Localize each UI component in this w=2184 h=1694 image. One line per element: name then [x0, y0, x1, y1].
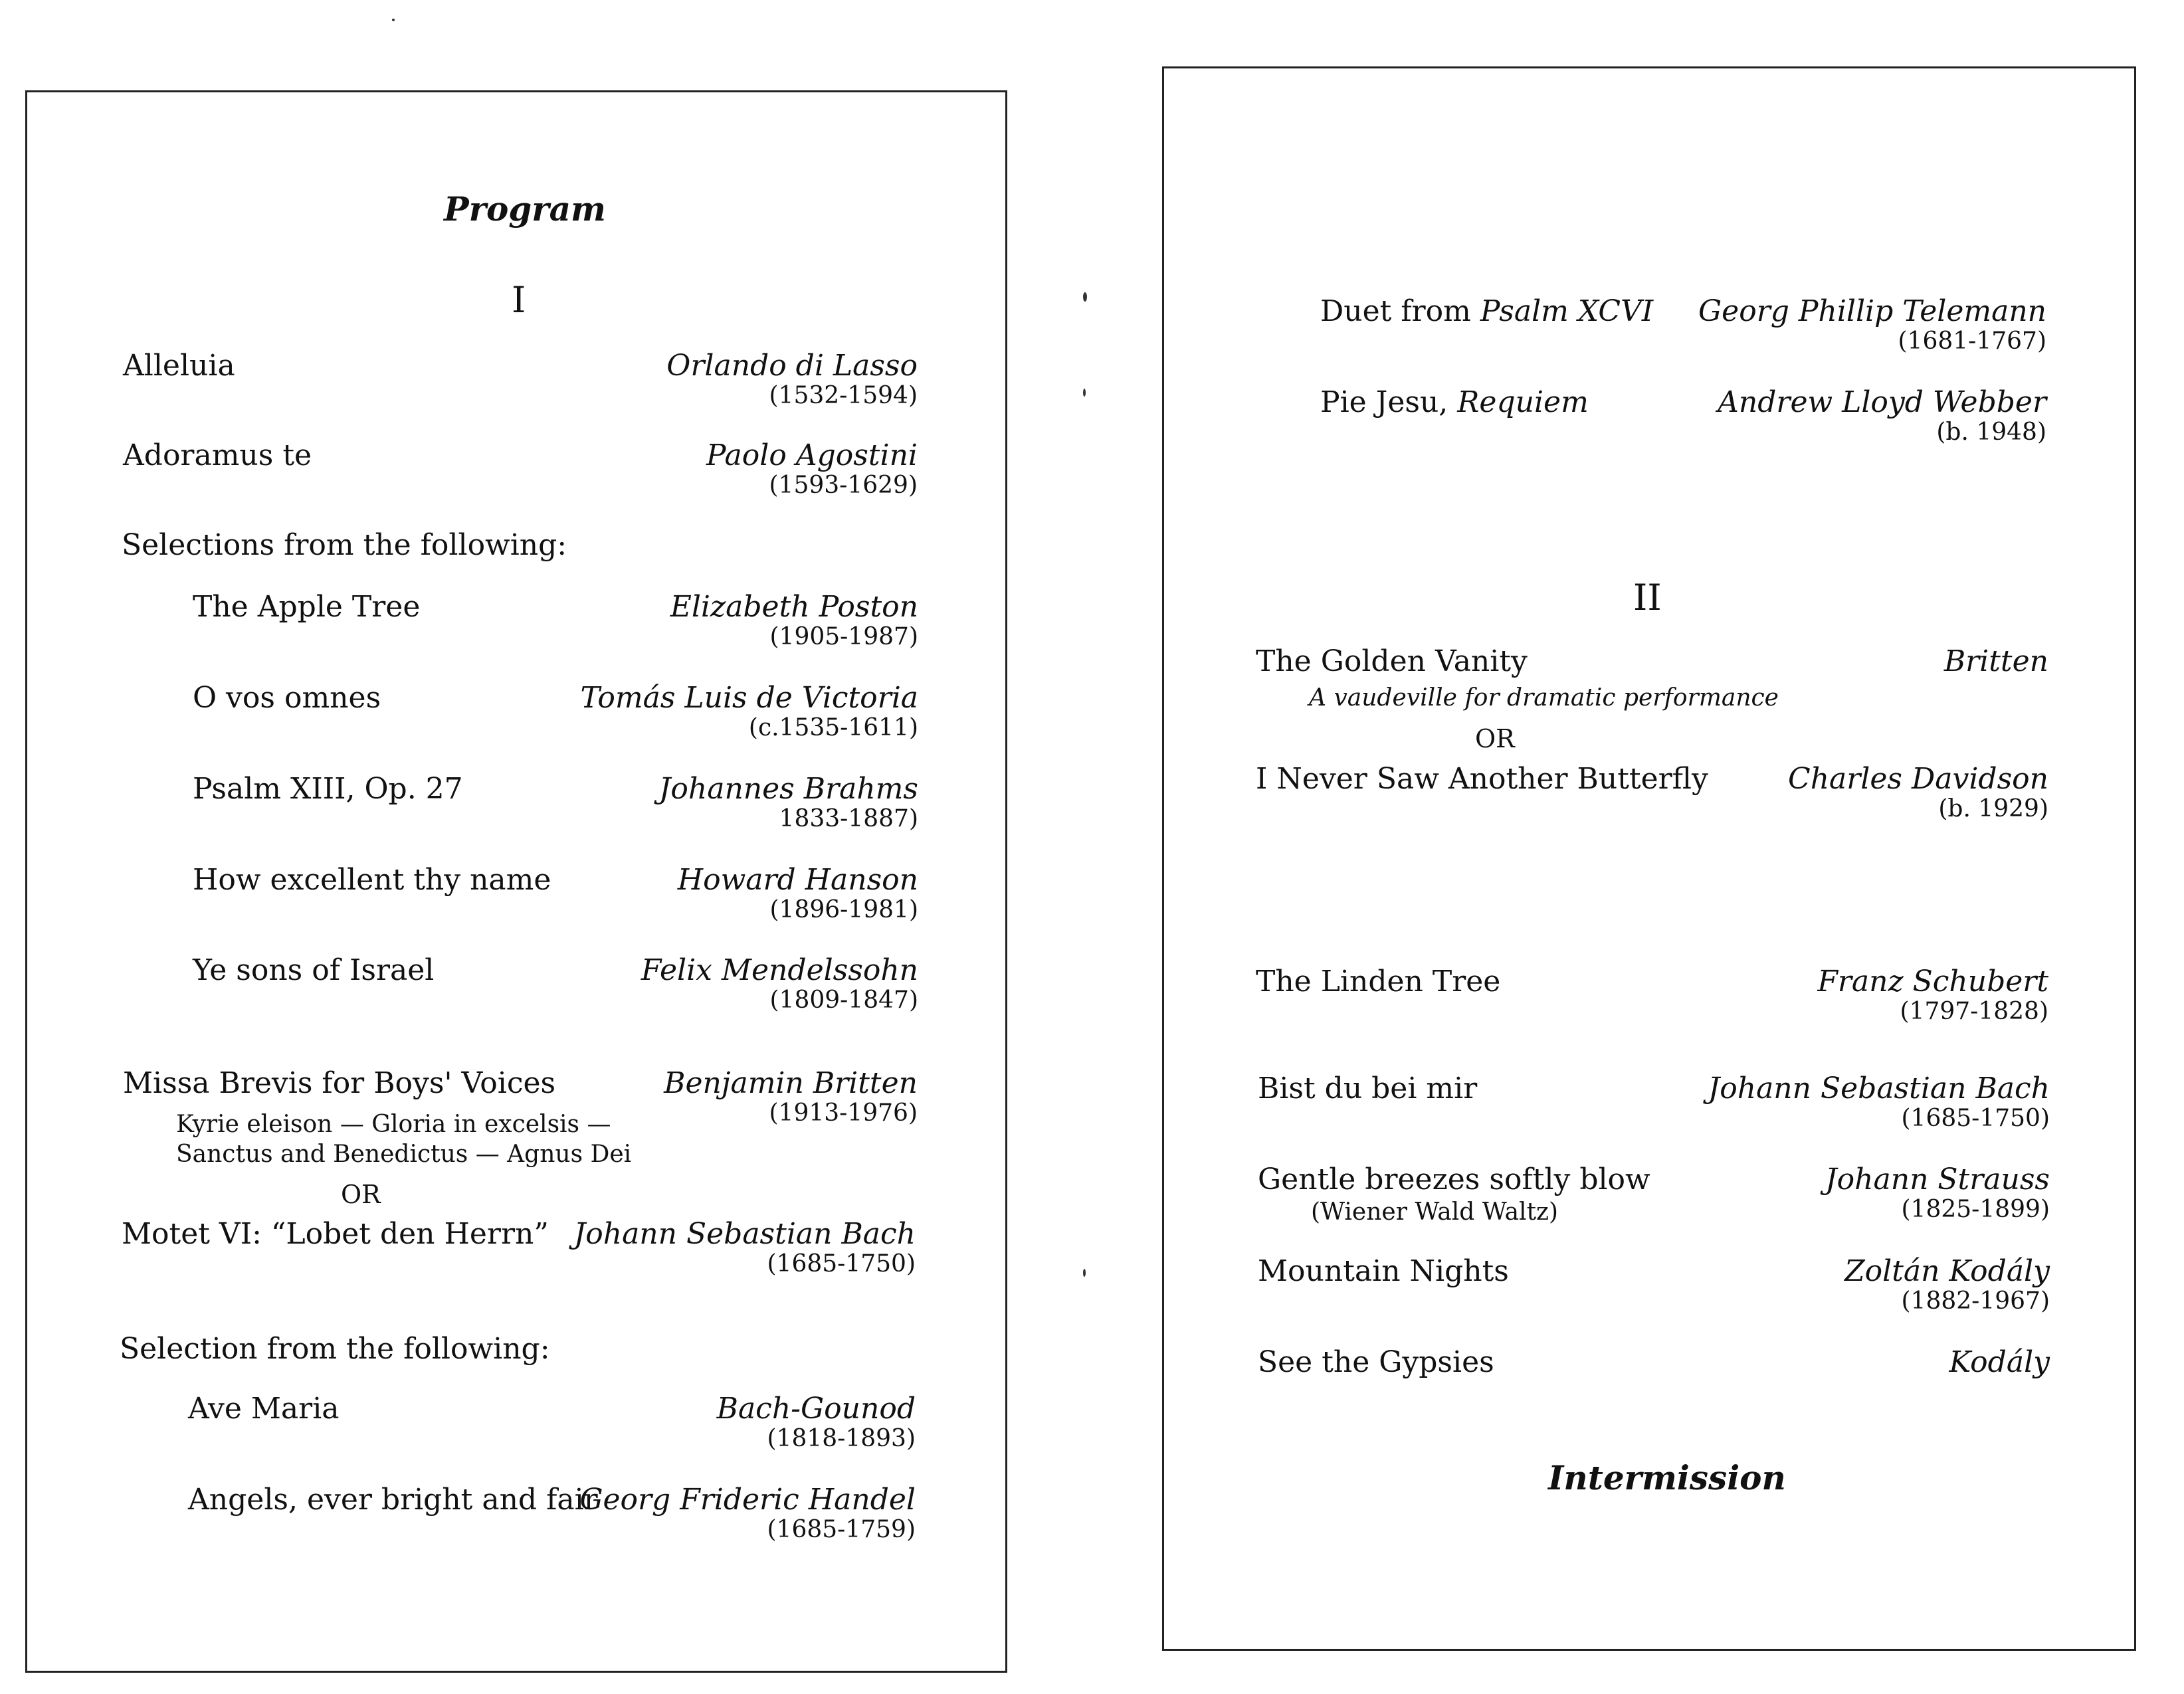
program-item [123, 349, 918, 422]
program-item [123, 438, 918, 512]
composer: Franz Schubert [1817, 965, 2048, 998]
program-item [188, 1392, 916, 1465]
or-divider: OR [341, 1180, 381, 1209]
composer-dates: (1681-1767) [1898, 328, 2046, 355]
work-title: The Linden Tree [1256, 965, 1501, 998]
mass-movements-line: Sanctus and Benedictus — Agnus Dei [176, 1141, 632, 1168]
work-title: Alleluia [123, 349, 235, 383]
program-item [1258, 1254, 2050, 1327]
composer: Johann Strauss [1825, 1163, 2050, 1196]
composer-dates: (1896-1981) [769, 896, 918, 923]
program-item [193, 590, 918, 663]
composer-dates: (b. 1948) [1936, 419, 2046, 446]
composer-dates: (1593-1629) [769, 472, 918, 499]
program-item [1258, 1072, 2050, 1145]
binding-mark [1083, 292, 1087, 302]
composer-dates: (1913-1976) [769, 1099, 918, 1127]
composer: Johann Sebastian Bach [573, 1217, 916, 1251]
composer: Johann Sebastian Bach [1708, 1072, 2050, 1105]
composer: Britten [1943, 644, 2048, 678]
composer: Zoltán Kodály [1844, 1254, 2050, 1288]
work-title: Motet VI: “Lobet den Herrn” [122, 1217, 549, 1251]
work-title: Ye sons of Israel [193, 953, 435, 987]
binding-mark [1083, 389, 1086, 397]
composer-dates: (1818-1893) [767, 1425, 916, 1452]
work-subtitle: (Wiener Wald Waltz) [1311, 1198, 1559, 1226]
intermission-heading: Intermission [1548, 1458, 1786, 1497]
composer: Johannes Brahms [658, 772, 918, 806]
selections-heading: Selections from the following: [122, 528, 567, 562]
composer: Georg Phillip Telemann [1698, 294, 2046, 328]
work-title: The Golden Vanity [1256, 644, 1528, 678]
or-divider: OR [1475, 724, 1515, 753]
composer-dates: (1685-1750) [1901, 1105, 2050, 1132]
composer-dates: 1833-1887) [779, 805, 918, 832]
composer-dates: (1905-1987) [769, 623, 918, 650]
composer: Howard Hanson [677, 863, 918, 897]
composer: Paolo Agostini [706, 438, 918, 472]
work-description: A vaudeville for dramatic performance [1309, 684, 1779, 711]
work-title: The Apple Tree [193, 590, 421, 624]
program-item [1320, 385, 2046, 458]
composer: Orlando di Lasso [666, 349, 918, 383]
program-item [193, 772, 918, 845]
composer-dates: (1809-1847) [769, 987, 918, 1014]
composer-dates: (c.1535-1611) [748, 714, 918, 741]
program-item [1320, 294, 2046, 367]
composer: Bach-Gounod [716, 1392, 916, 1426]
composer: Tomás Luis de Victoria [580, 681, 918, 715]
composer: Andrew Lloyd Webber [1718, 385, 2046, 419]
composer-dates: (1685-1750) [767, 1250, 916, 1277]
work-title: I Never Saw Another Butterfly [1256, 762, 1708, 796]
work-title: Ave Maria [188, 1392, 340, 1426]
work-title: Adoramus te [123, 438, 312, 472]
work-title: Mountain Nights [1258, 1254, 1509, 1288]
program-item [1256, 762, 2048, 835]
selection-heading: Selection from the following: [120, 1332, 550, 1366]
composer: Benjamin Britten [664, 1066, 918, 1100]
mass-movements-line: Kyrie eleison — Gloria in excelsis — [176, 1111, 611, 1138]
composer: Kodály [1949, 1345, 2050, 1379]
composer-dates: (1882-1967) [1901, 1287, 2050, 1315]
program-item [188, 1483, 916, 1556]
work-title: Missa Brevis for Boys' Voices [123, 1066, 556, 1100]
composer-dates: (1797-1828) [1900, 998, 2048, 1025]
program-item [193, 953, 918, 1026]
work-title: Psalm XIII, Op. 27 [193, 772, 463, 806]
work-title: Gentle breezes softly blow [1258, 1163, 1650, 1196]
binding-mark [1083, 1269, 1086, 1277]
work-title: Angels, ever bright and fair [188, 1483, 598, 1517]
binding-mark [392, 19, 395, 21]
composer-dates: (1825-1899) [1901, 1196, 2050, 1223]
program-item [122, 1217, 916, 1290]
program-item [193, 681, 918, 754]
composer-dates: (b. 1929) [1938, 795, 2048, 822]
program-item [1256, 965, 2048, 1038]
program-item [1258, 1345, 2050, 1418]
composer: Felix Mendelssohn [641, 953, 918, 987]
composer: Charles Davidson [1788, 762, 2048, 796]
composer: Elizabeth Poston [670, 590, 918, 624]
section-two-heading: II [1633, 577, 1662, 618]
work-title: Bist du bei mir [1258, 1072, 1478, 1105]
program-item [193, 863, 918, 936]
program-title: Program [444, 189, 606, 229]
composer-dates: (1685-1759) [767, 1516, 916, 1543]
composer: Georg Frideric Handel [579, 1483, 916, 1517]
work-title: Pie Jesu, Requiem [1320, 385, 1589, 419]
section-one-heading: I [512, 279, 526, 321]
work-title: How excellent thy name [193, 863, 551, 897]
composer-dates: (1532-1594) [769, 382, 918, 409]
work-title: Duet from Psalm XCVI [1320, 294, 1654, 328]
work-title: O vos omnes [193, 681, 381, 715]
work-title: See the Gypsies [1258, 1345, 1494, 1379]
